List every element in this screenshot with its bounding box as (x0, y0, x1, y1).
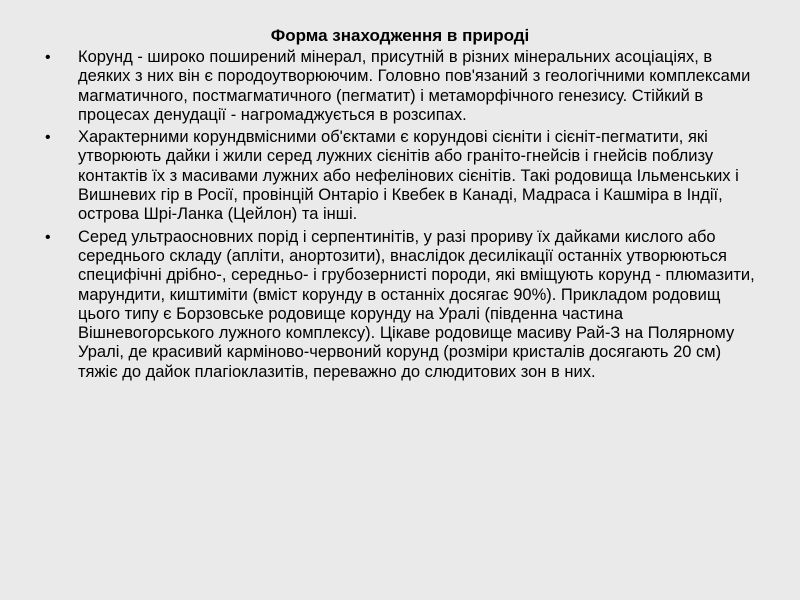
bullet-list (40, 48, 758, 385)
bullet-item (40, 48, 758, 125)
slide-title: Форма знаходження в природі (270, 26, 530, 45)
bullet-icon: • (45, 49, 51, 66)
bullet-item (40, 128, 758, 224)
bullet-text: Корунд - широко поширений мінерал, присутній в різних мінеральних асоціаціях, в деяких з них він є породоутворюючим. Головно пов'язаний з геологічними комплексами магматичного, постмагматичного (пегматит) і метаморфічного генезису. Стійкий в процесах денудації - нагромаджується в розсипах. (78, 48, 751, 124)
bullet-item (40, 228, 758, 382)
bullet-icon: • (45, 129, 51, 147)
bullet-text: Серед ультраосновних порід і серпентинітів, у разі прориву їх дайками кислого або середнього складу (апліти, анортозити), внаслідок десилікації останніх утворюються специфічні дрібно-, середньо- і грубозернисті породи, які вміщують корунд - плюмазити, марундити, киштиміти (вміст корунду в останніх досягає 90%). Прикладом родовищ цього типу є Борзовське родовище корунду на Уралі (південна частина Вішневогорського лужного комплексу). Цікаве родовище масиву Рай-З на Полярному Уралі, де красивий карміново-червоний корунд (розміри кристалів досягають 20 см) тяжіє до дайок плагіоклазитів, переважно до слюдитових зон в них. (78, 227, 755, 381)
bullet-icon: • (45, 228, 51, 246)
bullet-text: Характерними корундвмісними об'єктами є корундові сієніти і сієніт-пегматити, які утворюють дайки і жили серед лужних сієнітів або граніто-гнейсів і гнейсів поблизу контактів їх з масивами лужних або нефелінових сієнітів. Такі родовища Ільменських і Вишневих гір в Росії, провінцій Онтаріо і Квебек в Канаді, Мадраса і Кашміра в Індії, острова Шрі-Ланка (Цейлон) та інші. (78, 128, 739, 224)
